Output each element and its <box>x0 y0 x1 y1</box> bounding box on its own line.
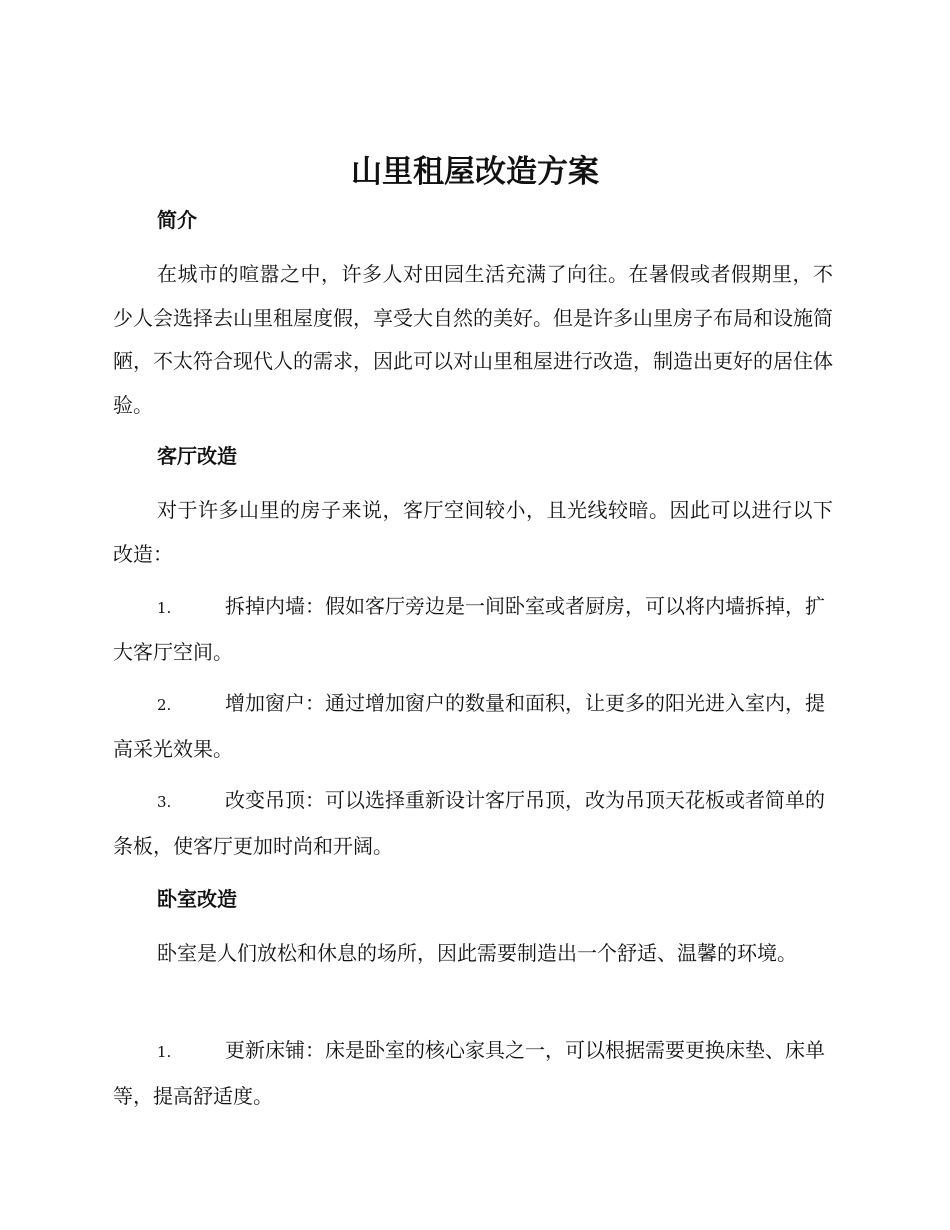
list-item-text: 增加窗户：通过增加窗户的数量和面积，让更多的阳光进入室内，提高采光效果。 <box>113 691 825 761</box>
list-item-number: 2. <box>157 696 172 714</box>
list-item <box>113 1029 833 1118</box>
intro-paragraph: 在城市的喧嚣之中，许多人对田园生活充满了向往。在暑假或者假期里，不少人会选择去山里租屋度假，享受大自然的美好。但是许多山里房子布局和设施简陋，不太符合现代人的需求，因此可以对山里租屋进行改造，制造出更好的居住体验。 <box>113 262 833 417</box>
list-item-text: 更新床铺：床是卧室的核心家具之一，可以根据需要更换床垫、床单等，提高舒适度。 <box>113 1038 825 1108</box>
list-item-number: 1. <box>157 599 172 617</box>
list-item-text: 改变吊顶：可以选择重新设计客厅吊顶，改为吊顶天花板或者简单的条板，使客厅更加时尚和开阔。 <box>113 788 825 858</box>
bedroom-paragraph: 卧室是人们放松和休息的场所，因此需要制造出一个舒适、温馨的环境。 <box>157 941 797 965</box>
section-heading-intro: 简介 <box>157 208 197 232</box>
list-item <box>113 779 833 868</box>
section-heading-bedroom: 卧室改造 <box>157 887 237 911</box>
list-item-text: 拆掉内墙：假如客厅旁边是一间卧室或者厨房，可以将内墙拆掉，扩大客厅空间。 <box>113 594 825 664</box>
section-heading-living-room: 客厅改造 <box>157 444 237 468</box>
list-item-number: 3. <box>157 793 172 811</box>
list-item-number: 1. <box>157 1043 172 1061</box>
living-room-paragraph: 对于许多山里的房子来说，客厅空间较小，且光线较暗。因此可以进行以下改造： <box>113 498 833 566</box>
document-title: 山里租屋改造方案 <box>351 154 599 190</box>
list-item <box>113 682 833 771</box>
list-item <box>113 585 833 674</box>
